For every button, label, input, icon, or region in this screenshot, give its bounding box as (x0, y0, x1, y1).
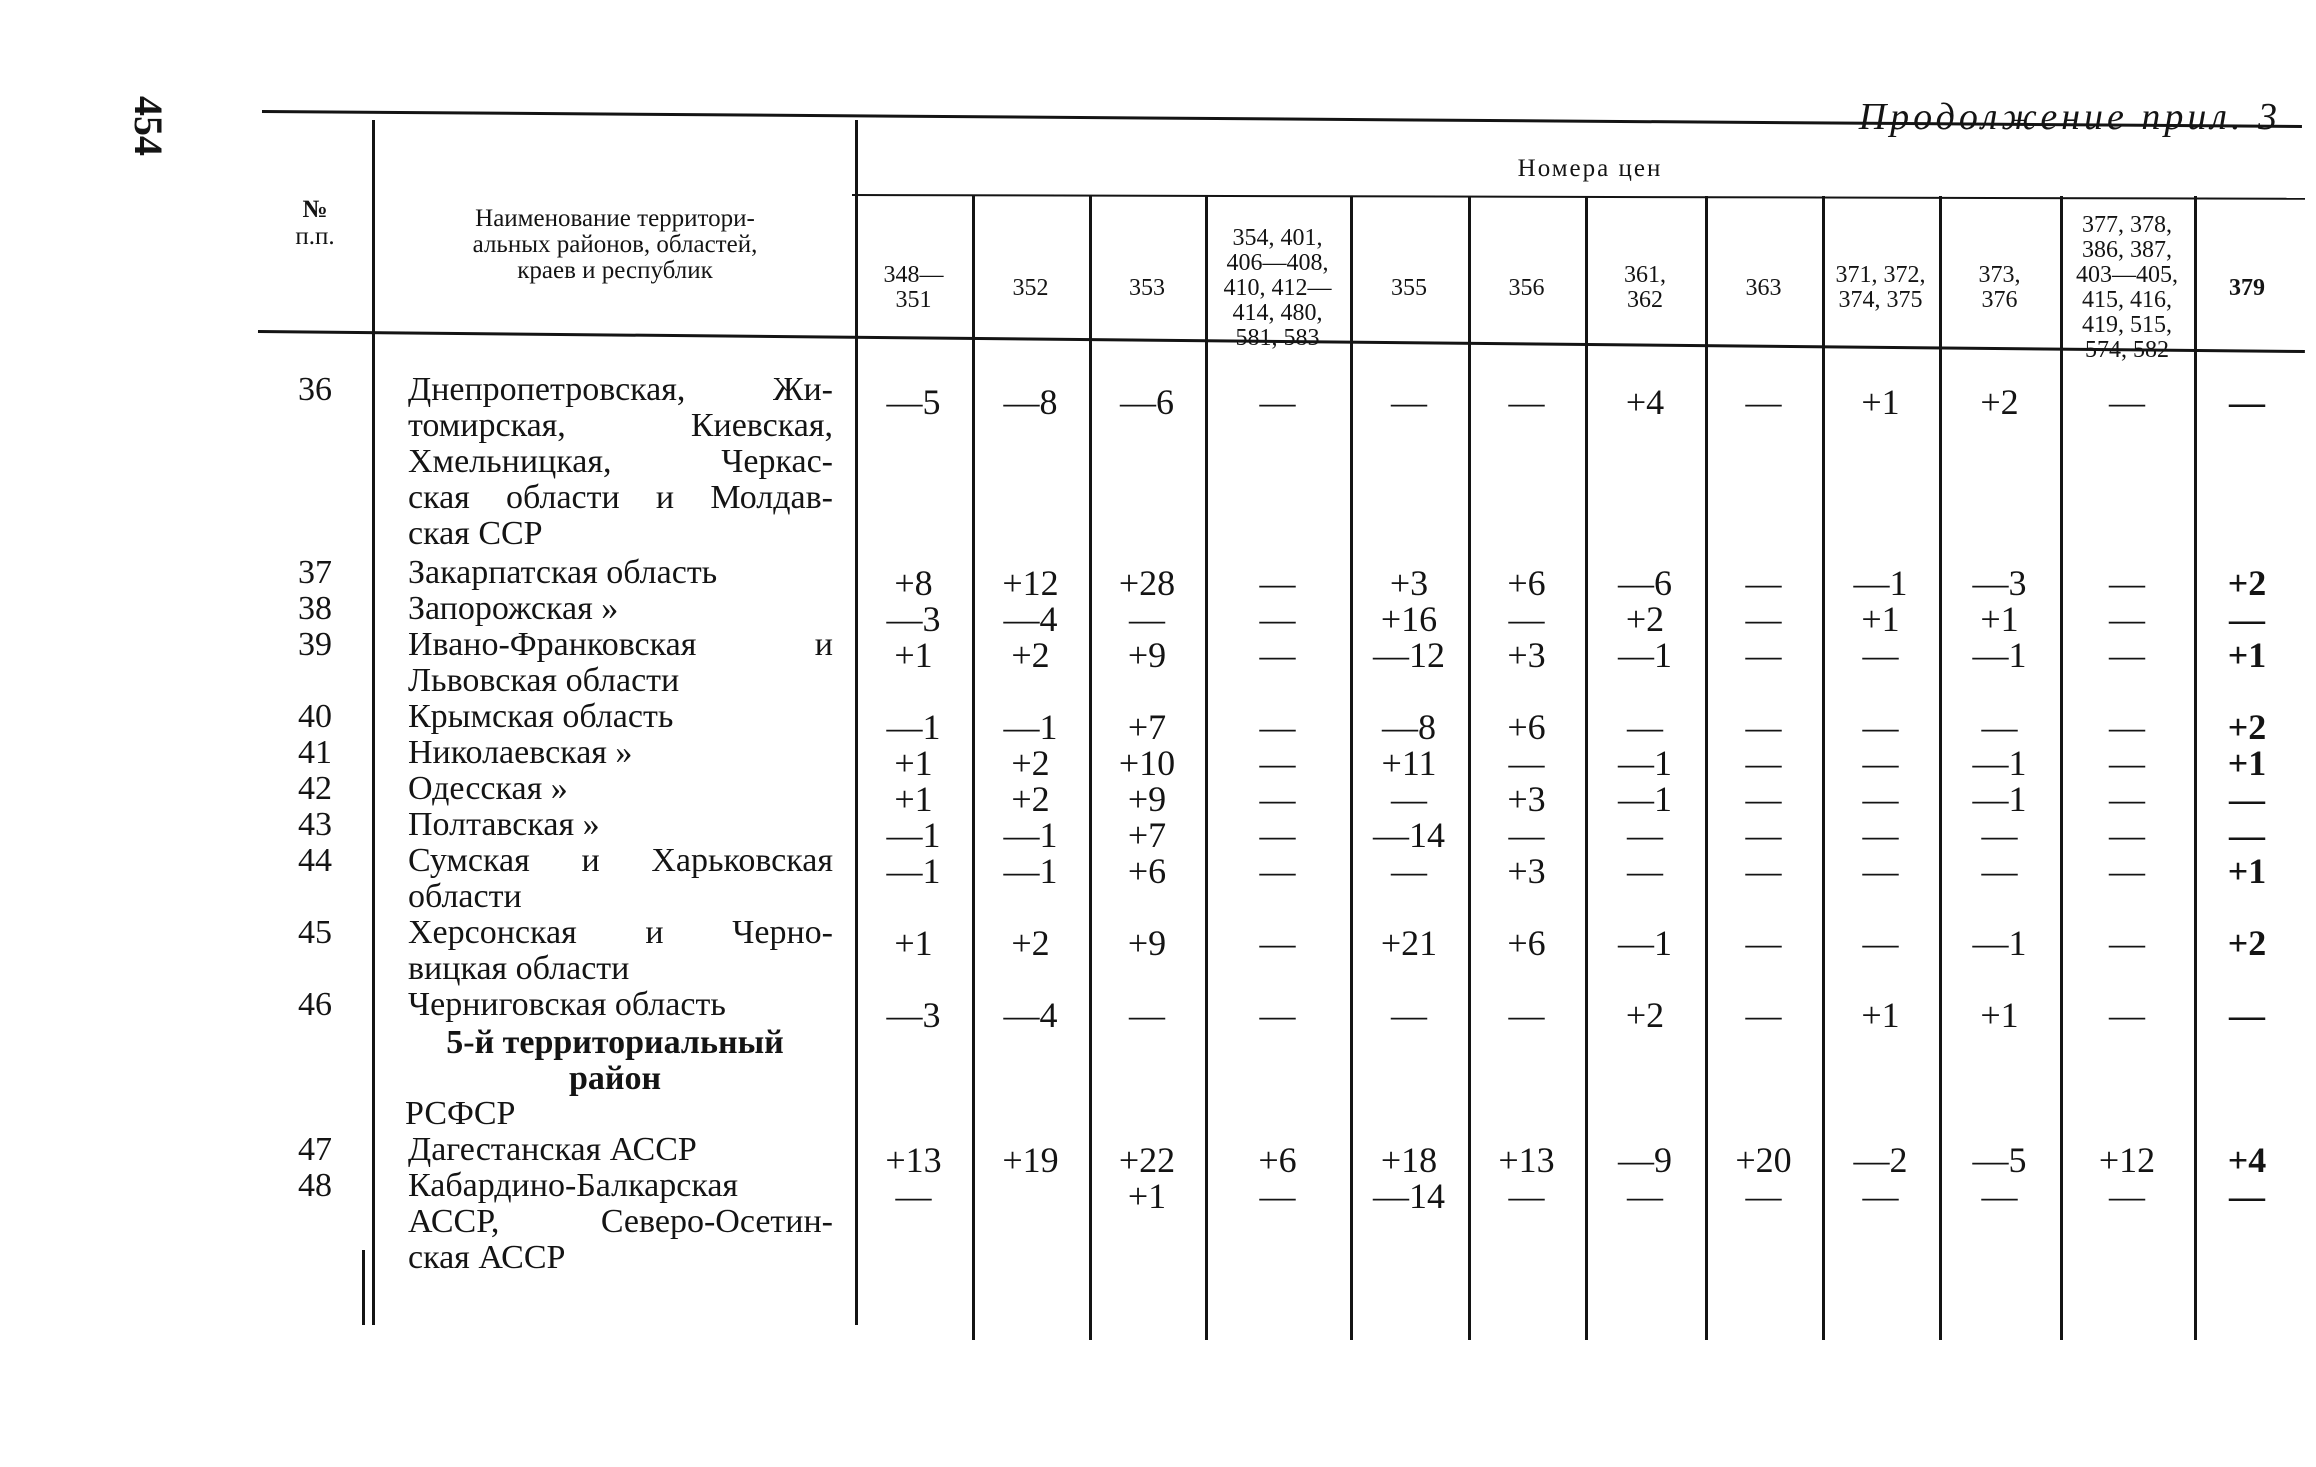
table-cell: +6 (1507, 923, 1546, 963)
table-cell: +3 (1507, 779, 1546, 819)
table-cell: +16 (1380, 599, 1438, 639)
region-name: Черниговская область (408, 986, 726, 1023)
table-cell: — (1259, 563, 1296, 603)
row-number: 37 (298, 554, 332, 591)
table-cell: — (1862, 635, 1899, 675)
table-cell: — (1627, 815, 1663, 855)
table-cell: — (1508, 995, 1545, 1035)
region-name: Николаевская » (408, 734, 633, 771)
table-cell: — (1745, 1176, 1782, 1216)
table-cell: — (1259, 779, 1296, 819)
section-title: 5-й территориальный (446, 1024, 784, 1061)
table-cell: — (1508, 1176, 1545, 1216)
table-cell: +1 (894, 923, 933, 963)
table-cell: — (1508, 382, 1545, 422)
region-name: Крымская область (408, 698, 674, 735)
table-cell: +1 (2227, 851, 2267, 891)
table-cell: — (1981, 851, 2018, 891)
header-price-col: 351 (895, 287, 932, 313)
table-cell: +6 (1258, 1140, 1297, 1180)
table-cell: —1 (1618, 635, 1672, 675)
region-name: Полтавская » (408, 806, 600, 843)
table-cell: — (895, 1176, 932, 1216)
table-cell: +6 (1507, 563, 1546, 603)
table-cell: — (1745, 923, 1782, 963)
table-cell: — (1259, 851, 1296, 891)
header-price-col: 403—405, (2076, 262, 2178, 288)
table-cell: — (1862, 779, 1899, 819)
table-cell: — (1391, 779, 1427, 819)
region-name: Закарпатская область (408, 554, 718, 591)
header-price-col: 352 (1012, 274, 1049, 301)
table-cell: — (1627, 851, 1663, 891)
table-cell: — (1862, 707, 1899, 747)
table-cell: —1 (886, 851, 941, 891)
table-cell: — (1745, 563, 1782, 603)
table-cell: — (1259, 635, 1296, 675)
table-cell: — (1745, 382, 1782, 422)
table-cell: +19 (1002, 1140, 1059, 1180)
table-cell: +13 (885, 1140, 942, 1180)
header-price-col: 354, 401, (1232, 224, 1323, 251)
region-name: Хмельницкая, Черкас- (408, 443, 833, 480)
header-price-col: 406—408, (1226, 249, 1329, 276)
table-cell: +11 (1381, 743, 1437, 783)
table-cell: — (1981, 815, 2018, 855)
table-cell: +2 (1011, 635, 1050, 675)
table-cell: +28 (1118, 563, 1176, 603)
region-name: Ивано-Франковская и (408, 626, 833, 663)
table-cell: —1 (1618, 743, 1672, 783)
region-name: Дагестанская АССР (408, 1131, 697, 1168)
table-cell: — (1129, 599, 1165, 639)
header-prices-group: Номера цен (1517, 155, 1663, 182)
table-cell: — (2109, 851, 2145, 891)
region-name: Львовская области (408, 662, 680, 699)
table-cell: +9 (1127, 923, 1167, 963)
table-cell: —4 (1003, 599, 1058, 639)
table-cell: — (1259, 743, 1296, 783)
table-cell: — (1391, 851, 1427, 891)
table-cell: — (1981, 707, 2018, 747)
table-cell: — (1862, 923, 1899, 963)
table-cell: —6 (1618, 563, 1672, 603)
header-price-col: 361, (1624, 262, 1666, 288)
table-cell: — (1745, 743, 1782, 783)
region-name: ская АССР (408, 1239, 566, 1276)
table-cell: —12 (1373, 635, 1445, 675)
header-price-col: 363 (1745, 274, 1782, 301)
section-title: район (568, 1060, 662, 1097)
table-cell: — (1259, 1176, 1296, 1216)
table-cell: —4 (1003, 995, 1058, 1035)
row-number: 38 (298, 590, 332, 627)
page-number: 454 (126, 96, 171, 156)
region-name: томирская, Киевская, (408, 407, 833, 444)
header-num-label: № (302, 196, 328, 223)
table-cell: +2 (1011, 743, 1050, 783)
table-cell: +1 (894, 779, 933, 819)
table-cell: — (1862, 1176, 1899, 1216)
table-cell: — (2229, 995, 2265, 1035)
table-cell: —1 (886, 815, 941, 855)
header-price-col: 419, 515, (2082, 312, 2172, 338)
table-cell: —1 (1972, 779, 2027, 819)
table-cell: +13 (1498, 1140, 1555, 1180)
column-separator (1205, 196, 1208, 1340)
header-price-col: 348— (883, 262, 944, 288)
table-cell: — (2109, 599, 2145, 639)
table-cell: +8 (894, 563, 933, 603)
table-cell: +1 (1861, 382, 1900, 422)
region-name: области (408, 878, 522, 915)
table-cell: +10 (1118, 743, 1176, 783)
row-number: 39 (298, 626, 332, 663)
table-cell: —1 (1972, 923, 2027, 963)
column-separator (1939, 196, 1942, 1340)
table-cell: — (1508, 599, 1545, 639)
table-cell: — (2109, 707, 2145, 747)
table-cell: +4 (2227, 1140, 2267, 1180)
table-cell: — (1259, 707, 1296, 747)
header-price-col: 353 (1129, 274, 1165, 301)
row-number: 36 (298, 371, 332, 408)
header-name-label: Наименование территори- (475, 205, 755, 232)
table-cell: —1 (1972, 743, 2027, 783)
table-cell: —3 (886, 995, 941, 1035)
table-cell: — (2109, 743, 2145, 783)
table-cell: — (1259, 815, 1296, 855)
table-cell: — (2109, 382, 2145, 422)
column-separator (2060, 196, 2063, 1340)
table-cell: +21 (1380, 923, 1438, 963)
table-cell: +1 (894, 635, 933, 675)
header-price-col: 373, (1978, 262, 2021, 288)
table-cell: — (2229, 382, 2265, 422)
table-cell: — (1981, 1176, 2018, 1216)
table-cell: —5 (886, 382, 941, 422)
table-cell: — (1627, 1176, 1663, 1216)
row-number: 40 (298, 698, 332, 735)
header-price-col: 356 (1508, 274, 1545, 301)
table-cell: — (1862, 743, 1899, 783)
column-separator (1350, 196, 1353, 1340)
table-cell: — (1259, 995, 1296, 1035)
table-cell: +7 (1127, 815, 1167, 855)
table-cell: +3 (1507, 635, 1546, 675)
table-cell: — (1745, 851, 1782, 891)
table-cell: — (1862, 851, 1899, 891)
table-cell: +1 (2227, 743, 2267, 783)
table-cell: +2 (1011, 779, 1050, 819)
table-cell: —6 (1120, 382, 1174, 422)
column-separator (1585, 196, 1588, 1340)
table-cell: — (1745, 635, 1782, 675)
table-cell: — (2109, 815, 2145, 855)
row-number: 43 (298, 806, 332, 843)
header-price-col: 574, 582 (2085, 337, 2169, 363)
table-cell: +12 (2098, 1140, 2156, 1180)
table-cell: — (1508, 743, 1545, 783)
table-cell: — (1391, 382, 1427, 422)
table-cell: +6 (1127, 851, 1167, 891)
table-cell: +1 (2227, 635, 2267, 675)
table-cell: — (1745, 995, 1782, 1035)
table-cell: — (1745, 815, 1782, 855)
table-cell: +2 (1011, 923, 1050, 963)
row-number: 48 (298, 1167, 332, 1204)
row-number: 41 (298, 734, 332, 771)
header-price-col: 386, 387, (2082, 237, 2172, 263)
region-name: вицкая области (408, 950, 630, 987)
table-cell: — (2229, 1176, 2265, 1216)
table-cell: —14 (1373, 1176, 1445, 1216)
header-price-col: 415, 416, (2082, 287, 2172, 313)
table-cell: —2 (1853, 1140, 1908, 1180)
table-cell: —1 (1618, 779, 1672, 819)
table-cell: — (2109, 923, 2145, 963)
table-cell: +9 (1127, 779, 1167, 819)
table-cell: +1 (1980, 995, 2019, 1035)
table-cell: —1 (1972, 635, 2027, 675)
continuation-title: Продолжение прил. 3 (1858, 96, 2281, 138)
header-price-col: 410, 412— (1223, 274, 1332, 301)
table-cell: — (2229, 779, 2265, 819)
table-cell: +2 (2227, 563, 2267, 603)
header-price-col: 371, 372, (1835, 262, 1926, 288)
table-cell: — (2109, 779, 2145, 819)
header-price-col: 355 (1391, 274, 1427, 301)
table-cell: — (1259, 382, 1296, 422)
left-stub (362, 1250, 365, 1325)
table-cell: +12 (1002, 563, 1059, 603)
region-name: АССР, Северо-Осетин- (408, 1203, 833, 1240)
region-name: Днепропетровская, Жи- (408, 371, 833, 408)
table-cell: — (2109, 1176, 2145, 1216)
table-cell: +7 (1127, 707, 1167, 747)
header-name-label: краев и республик (517, 257, 713, 284)
table-cell: —1 (886, 707, 941, 747)
prices-group-rule (852, 194, 2305, 200)
table-cell: — (1259, 923, 1296, 963)
table-cell: +22 (1118, 1140, 1176, 1180)
table-cell: —3 (1972, 563, 2027, 603)
table-cell: —3 (886, 599, 941, 639)
table-cell: —8 (1382, 707, 1436, 747)
table-cell: —5 (1972, 1140, 2027, 1180)
table-cell: — (1745, 599, 1782, 639)
table-cell: —9 (1618, 1140, 1672, 1180)
header-price-col: 377, 378, (2082, 212, 2172, 238)
header-price-col: 379 (2229, 274, 2265, 301)
region-name: Кабардино-Балкарская (408, 1167, 739, 1204)
row-number: 44 (298, 842, 332, 879)
table-cell: +1 (1861, 995, 1900, 1035)
table-cell: — (2229, 599, 2265, 639)
table-cell: +1 (894, 743, 933, 783)
header-price-col: 374, 375 (1838, 287, 1923, 313)
table-cell: —1 (1003, 707, 1058, 747)
table-cell: — (1745, 779, 1782, 819)
row-number: 46 (298, 986, 332, 1023)
header-name-label: альных районов, областей, (472, 231, 758, 258)
table-cell: +2 (1980, 382, 2019, 422)
header-price-col: 376 (1981, 287, 2018, 313)
table-cell: +20 (1735, 1140, 1792, 1180)
region-name: Сумская и Харьковская (408, 842, 833, 879)
subsection-title: РСФСР (405, 1095, 516, 1132)
table-cell: — (2109, 563, 2145, 603)
column-separator (372, 120, 375, 1325)
table-cell: — (1508, 815, 1545, 855)
table-cell: —1 (1003, 815, 1058, 855)
row-number: 42 (298, 770, 332, 807)
table-cell: +9 (1127, 635, 1167, 675)
table-cell: +3 (1389, 563, 1429, 603)
region-name: ская ССР (408, 515, 543, 552)
region-name: ская области и Молдав- (408, 479, 833, 516)
table-cell: — (1862, 815, 1899, 855)
table-cell: +6 (1507, 707, 1546, 747)
table-cell: +2 (2227, 923, 2267, 963)
table-cell: +2 (1625, 995, 1665, 1035)
table-cell: —14 (1373, 815, 1445, 855)
table-cell: +1 (1127, 1176, 1167, 1216)
table-cell: — (2109, 635, 2145, 675)
header-num-label: п.п. (295, 223, 335, 250)
table-cell: — (2109, 995, 2145, 1035)
header-price-col: 414, 480, (1232, 299, 1323, 326)
region-name: Херсонская и Черно- (408, 914, 833, 951)
table-cell: —1 (1003, 851, 1058, 891)
row-number: 47 (298, 1131, 332, 1168)
region-name: Одесская » (408, 770, 568, 807)
table-cell: +4 (1625, 382, 1665, 422)
row-number: 45 (298, 914, 332, 951)
table-cell: +1 (1861, 599, 1900, 639)
table-cell: +18 (1380, 1140, 1438, 1180)
table-cell: +2 (1625, 599, 1665, 639)
table-cell: +3 (1507, 851, 1546, 891)
table-cell: — (1129, 995, 1165, 1035)
region-name: Запорожская » (408, 590, 619, 627)
table-cell: —1 (1853, 563, 1908, 603)
table-cell: +2 (2227, 707, 2267, 747)
table-cell: — (1627, 707, 1663, 747)
table-cell: — (1259, 599, 1296, 639)
header-price-col: 362 (1627, 287, 1663, 313)
table-cell: +1 (1980, 599, 2019, 639)
header-price-col: 581, 583 (1235, 324, 1320, 351)
table-cell: —8 (1003, 382, 1058, 422)
table-cell: —1 (1618, 923, 1672, 963)
table-cell: — (1391, 995, 1427, 1035)
table-cell: — (2229, 815, 2265, 855)
table-cell: — (1745, 707, 1782, 747)
